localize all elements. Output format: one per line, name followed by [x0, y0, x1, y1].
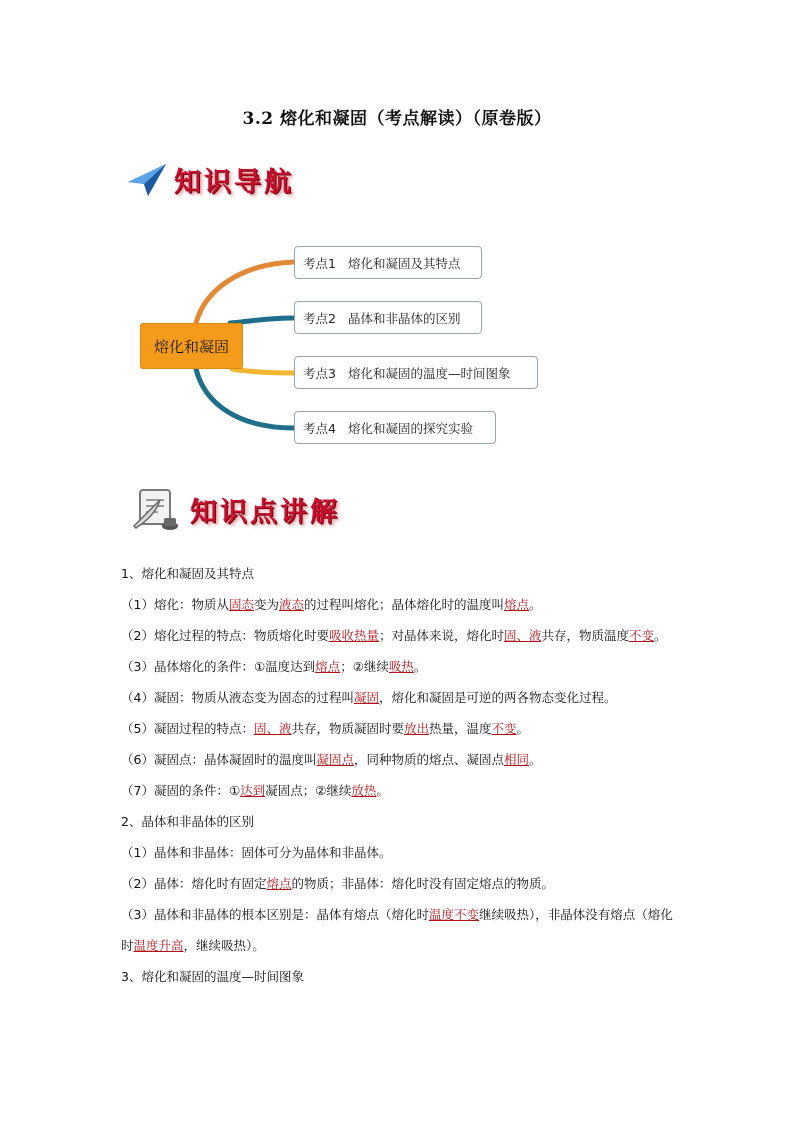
text: 。 [376, 783, 389, 798]
paragraph-1-6 [121, 744, 681, 775]
text: （3）晶体和非晶体的根本区别是：晶体有熔点（熔化时 [121, 907, 429, 922]
branch-number: 考点2 [303, 310, 336, 326]
answer-blank: 凝固 [353, 690, 379, 705]
branch-label: 晶体和非晶体的区别 [347, 310, 461, 326]
page-title: 3.2 熔化和凝固（考点解读）（原卷版） [242, 109, 552, 129]
text: ，熔化和凝固是可逆的两各物态变化过程。 [378, 690, 617, 705]
mindmap-branch-2 [294, 301, 482, 334]
answer-blank: 不变 [491, 721, 517, 736]
paragraph-2-3 [121, 899, 681, 961]
paragraph-2-1: （1）晶体和非晶体：固体可分为晶体和非晶体。 [121, 845, 392, 860]
answer-blank: 固态 [228, 597, 254, 612]
answer-blank: 熔点 [266, 876, 292, 891]
answer-blank: 熔点 [315, 659, 341, 674]
answer-blank: 凝固点 [316, 752, 354, 767]
branch-label: 熔化和凝固及其特点 [347, 255, 461, 271]
text: （6）凝固点：晶体凝固时的温度叫 [121, 752, 317, 767]
text: （5）凝固过程的特点： [121, 721, 254, 736]
answer-blank: 不变 [629, 628, 655, 643]
text: 。 [529, 752, 542, 767]
mindmap-branch-4 [294, 411, 496, 444]
answer-blank: 固、液 [504, 628, 542, 643]
answer-blank: 放出 [404, 721, 430, 736]
section-heading-3: 3、熔化和凝固的温度—时间图象 [121, 969, 304, 984]
text: ，继续吸热）。 [183, 938, 265, 953]
section-heading-1: 1、熔化和凝固及其特点 [121, 566, 254, 581]
section-heading-2: 2、晶体和非晶体的区别 [121, 814, 254, 829]
content-body [121, 558, 681, 992]
paragraph-1-1 [121, 589, 681, 620]
paragraph-2-2 [121, 868, 681, 899]
text: 共存，物质凝固时要 [291, 721, 404, 736]
text: 变为 [253, 597, 279, 612]
answer-blank: 熔点 [504, 597, 530, 612]
text: ；对晶体来说，熔化时 [378, 628, 504, 643]
text: （1）熔化：物质从 [121, 597, 229, 612]
branch-number: 考点4 [303, 420, 336, 436]
answer-blank: 吸收热量 [328, 628, 379, 643]
text: 。 [413, 659, 427, 674]
text: ，同种物质的熔点、凝固点 [353, 752, 504, 767]
mindmap-center-node: 熔化和凝固 [140, 323, 243, 369]
text: 。 [529, 597, 542, 612]
text: 。 [654, 628, 667, 643]
knowledge-nav-title: 知识导航 [174, 167, 294, 198]
knowledge-points-banner [130, 486, 340, 532]
text: 的物质；非晶体：熔化时没有固定熔点的物质。 [291, 876, 554, 891]
branch-number: 考点3 [303, 365, 336, 381]
text: （7）凝固的条件：① [121, 783, 241, 798]
paragraph-1-4 [121, 682, 681, 713]
branch-label: 熔化和凝固的温度—时间图象 [347, 365, 511, 381]
answer-blank: 相同 [504, 752, 530, 767]
text: 凝固点；②继续 [265, 783, 352, 798]
branch-number: 考点1 [303, 255, 336, 271]
text: 共存，物质温度 [541, 628, 630, 643]
scroll-quill-icon [130, 486, 182, 532]
answer-blank: 温度不变 [428, 907, 479, 922]
text: 继续吸热），非晶体没有熔点（熔化时 [121, 907, 673, 953]
text: 热量，温度 [429, 721, 492, 736]
mindmap-branch-3 [294, 356, 538, 389]
answer-blank: 吸热 [388, 659, 414, 674]
answer-blank: 固、液 [253, 721, 292, 736]
branch-label: 熔化和凝固的探究实验 [347, 420, 473, 436]
text: 的过程叫熔化；晶体熔化时的温度叫 [304, 597, 505, 612]
text: （2）晶体：熔化时有固定 [121, 876, 267, 891]
paragraph-1-7 [121, 775, 681, 806]
paragraph-1-5 [121, 713, 681, 744]
text: （2）熔化过程的特点：物质熔化时要 [121, 628, 329, 643]
text: ；②继续 [340, 659, 389, 674]
text: 。 [516, 721, 530, 736]
paragraph-1-3 [121, 651, 681, 682]
text: （3）晶体熔化的条件：①温度达到 [121, 659, 316, 674]
paragraph-1-2 [121, 620, 681, 651]
knowledge-points-title: 知识点讲解 [190, 496, 340, 528]
answer-blank: 放热 [351, 783, 377, 798]
mindmap-branch-1 [294, 246, 482, 279]
text: （4）凝固：物质从液态变为固态的过程叫 [121, 690, 354, 705]
answer-blank: 达到 [240, 783, 266, 798]
answer-blank: 液态 [279, 597, 305, 612]
answer-blank: 温度升高 [133, 938, 184, 953]
